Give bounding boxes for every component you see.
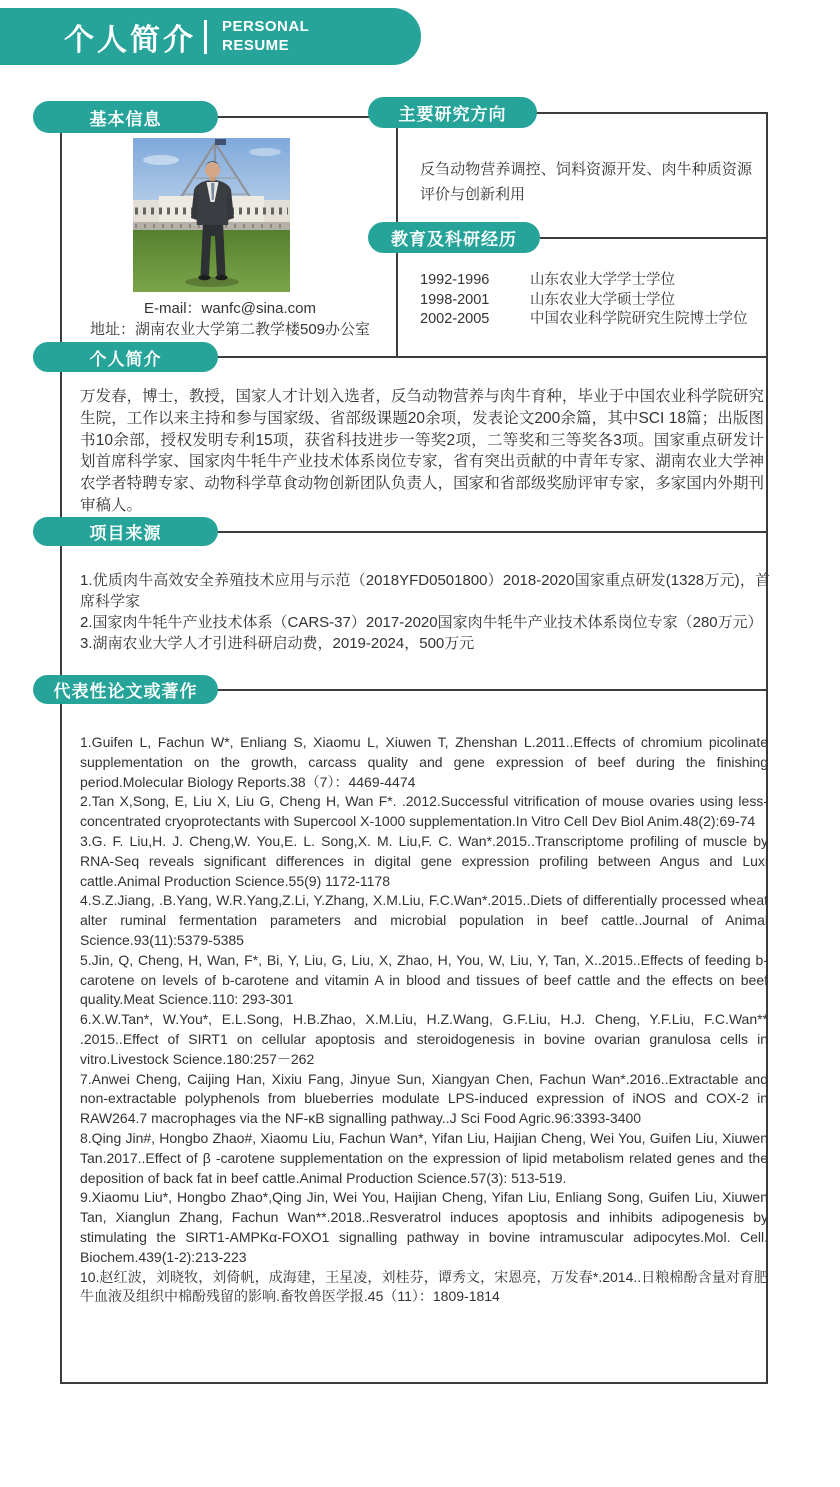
profile-paragraph: 万发春，博士，教授，国家人才计划入选者，反刍动物营养与肉牛育种，毕业于中国农业科学院研究生院，工作以来主持和参与国家级、省部级课题20余项，发表论文200余篇，其中SCI 18篇；出版图书10余部，授权发明专利15项，获省科技进步一等奖2项，二等奖和三等奖各3项。国家重点研发计划首席科学家、国家肉牛牦牛产业技术体系岗位专家，省有突出贡献的中青年专家、湖南农业大学神农学者特聘专家、动物科学草食动物创新团队负责人，国家和省部级奖励评审专家，多家国内外期刊审稿人。 — [80, 388, 764, 514]
education-row — [420, 291, 765, 311]
publication-item: 3.G. F. Liu,H. J. Cheng,W. You,E. L. Song,X. M. Liu,F. C. Wan*.2015..Transcriptome profiling of muscle by RNA-Seq reveals significant differences in digital gene expression profiling between Angus and Luxi cattle.Animal Production Science.55(9) 1172-1178 — [80, 832, 768, 889]
publications-left-rule — [60, 690, 62, 1384]
research-directions-text: 反刍动物营养调控、饲料资源开发、肉牛种质资源评价与创新利用 — [420, 161, 752, 203]
research-top-rule — [536, 112, 767, 114]
profile-top-rule — [217, 356, 767, 358]
profile-left-rule — [60, 357, 62, 518]
publication-item: 10.赵红波，刘晓牧，刘倚帆，成海建，王星凌，刘桂芬，谭秀文，宋恩亮，万发春*.2014..日粮棉酚含量对育肥牛血液及组织中棉酚残留的影响.畜牧兽医学报.45（11）：1809-1814 — [80, 1268, 768, 1305]
publication-item: 5.Jin, Q, Cheng, H, Wan, F*, Bi, Y, Liu, G, Liu, X, Zhao, H, You, W, Liu, Y, Tan, X..2015..Effects of feeding b-carotene on levels of b-carotene and vitamin A in blood and tissues of beef cattle and the effects on beef quality.Meat Science.110: 293-301 — [80, 951, 768, 1008]
page-title-en-line2: RESUME — [222, 36, 290, 54]
banner-divider — [204, 20, 207, 54]
project-item: 3.湖南农业大学人才引进科研启动费，2019-2024，500万元 — [80, 635, 475, 652]
education-period: 1992-1996 — [420, 272, 490, 288]
profile-photo — [133, 138, 290, 292]
section-heading-publications: 代表性论文或著作 — [33, 675, 218, 704]
projects-top-rule — [217, 531, 767, 533]
publication-item: 9.Xiaomu Liu*, Hongbo Zhao*,Qing Jin, Wei You, Haijian Cheng, Yifan Liu, Enliang Song, Guifen Liu, Xiuwen Tan, Xianglun Zhang, Fachun Wan**.2018..Resveratrol induces apoptosis and inhibits adipogenesis by stimulating the SIRT1-AMPKα-FOXO1 signalling pathway in bovine intramuscular adipocytes.Mol. Cell. Biochem.439(1-2):213-223 — [80, 1189, 768, 1265]
page-title-english — [222, 18, 309, 56]
address-text: 地址：湖南农业大学第二教学楼509办公室 — [89, 321, 371, 338]
education-detail: 山东农业大学硕士学位 — [530, 291, 675, 308]
projects-left-rule — [60, 532, 62, 677]
email-text: E-mail：wanfc@sina.com — [144, 300, 316, 317]
section-heading-basic-info: 基本信息 — [33, 101, 218, 133]
page-title-banner — [0, 8, 421, 65]
page-title-en-line1: PERSONAL — [222, 17, 310, 35]
section-heading-projects: 项目来源 — [33, 517, 218, 546]
section-heading-education: 教育及科研经历 — [368, 222, 540, 253]
education-detail: 中国农业科学院研究生院博士学位 — [530, 311, 748, 327]
project-item: 1.优质肉牛高效安全养殖技术应用与示范（2018YFD0501800）2018-2020国家重点研发(1328万元)，首席科学家 — [80, 572, 770, 610]
publication-item: 4.S.Z.Jiang, .B.Yang, W.R.Yang,Z.Li, Y.Zhang, X.M.Liu, F.C.Wan*.2015..Diets of differentially processed wheat alter ruminal fermentation parameters and microbial population in beef cattle..Journal of Animal Science.93(11):5379-5385 — [80, 892, 768, 948]
publication-item: 7.Anwei Cheng, Caijing Han, Xixiu Fang, Jinyue Sun, Xiangyan Chen, Fachun Wan*.2016..Extractable and non-extractable polyphenols from blueberries modulate LPS-induced expression of iNOS and COX-2 in RAW264.7 macrophages via the NF-κB signalling pathway..J Sci Food Agric.96:3393-3400 — [80, 1070, 768, 1127]
education-period: 2002-2005 — [420, 311, 490, 327]
education-row — [420, 271, 765, 291]
publications-list — [80, 733, 768, 1307]
publication-item: 1.Guifen L, Fachun W*, Enliang S, Xiaomu L, Xiuwen T, Zhenshan L.2011..Effects of chromium picolinate supplementation on the growth, carcass quality and gene expression of beef during the finishing period.Molecular Biology Reports.38（7）：4469-4474 — [80, 734, 768, 790]
project-item: 2.国家肉牛牦牛产业技术体系（CARS-37）2017-2020国家肉牛牦牛产业技术体系岗位专家（280万元） — [80, 614, 763, 631]
publication-item: 8.Qing Jin#, Hongbo Zhao#, Xiaomu Liu, Fachun Wan*, Yifan Liu, Haijian Cheng, Wei You, Guifen Liu, Xiuwen Tan.2017..Effect of β -carotene supplementation on the expression of lipid metabolism related genes and the deposition of back fat in beef cattle.Animal Production Science.57(3): 513-519. — [80, 1129, 768, 1186]
education-top-rule — [540, 237, 767, 239]
publications-top-rule — [217, 689, 767, 691]
education-detail: 山东农业大学学士学位 — [530, 272, 675, 288]
section-heading-research: 主要研究方向 — [368, 97, 537, 128]
bottom-rule — [60, 1382, 768, 1384]
education-list — [420, 271, 765, 330]
section-heading-profile: 个人简介 — [33, 342, 218, 372]
publication-item: 2.Tan X,Song, E, Liu X, Liu G, Cheng H, Wan F*. .2012.Successful vitrification of mouse ovaries using less-concentrated cryoprotectants with Supercool X-1000 supplementation.In Vitro Cell Dev Biol Anim.48(2):69-74 — [80, 793, 768, 830]
education-row — [420, 310, 765, 330]
publication-item: 6.X.W.Tan*, W.You*, E.L.Song, H.B.Zhao, X.M.Liu, H.Z.Wang, G.F.Liu, H.J. Cheng, Y.F.Liu, F.C.Wan** .2015..Effect of SIRT1 on cellular apoptosis and steroidogenesis in bovine ovarian granulosa cells in vitro.Livestock Science.180:257－262 — [80, 1011, 768, 1067]
page-title: 个人简介 — [64, 23, 196, 57]
projects-list — [80, 570, 770, 654]
education-period: 1998-2001 — [420, 291, 490, 308]
